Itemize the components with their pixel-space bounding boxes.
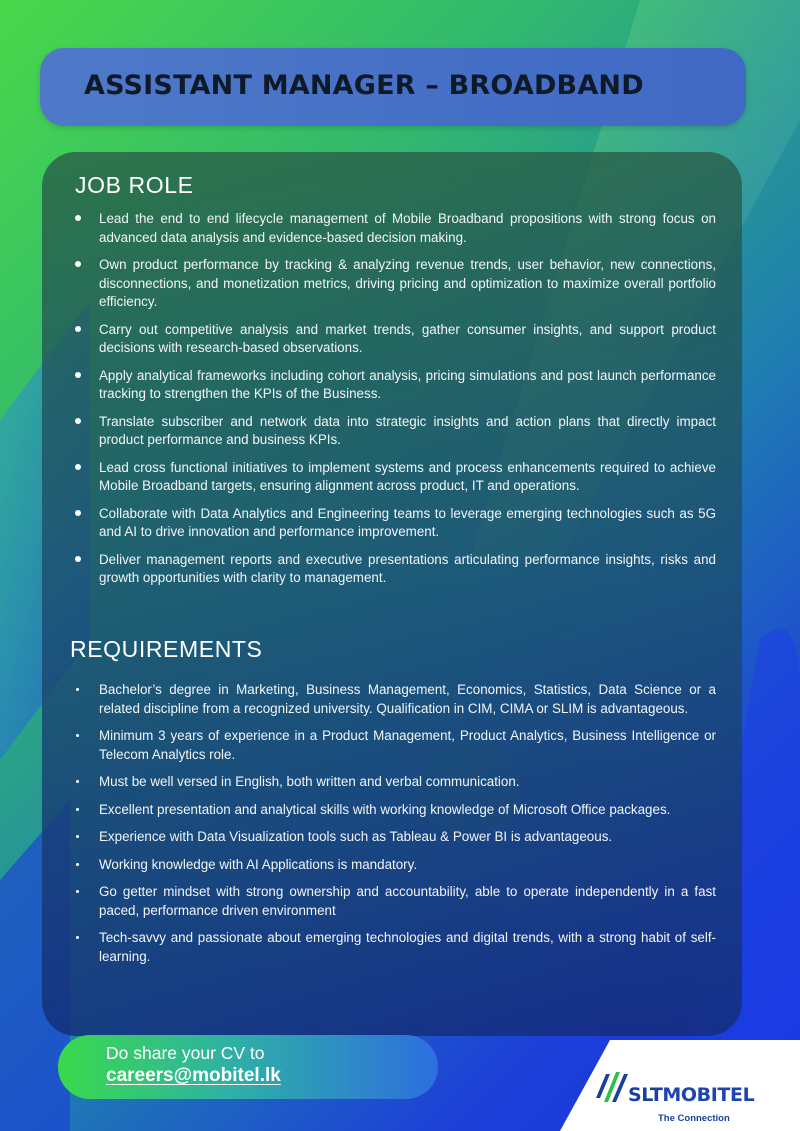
list-item-text: Go getter mindset with strong ownership and accountability, able to operate independently in a fast paced, performance driven environment	[99, 884, 716, 918]
list-item-text: Lead the end to end lifecycle management of Mobile Broadband propositions with strong focus on advanced data analysis and evidence-based decision making.	[99, 211, 716, 245]
bullet-icon	[76, 780, 79, 783]
list-item	[42, 459, 742, 496]
list-item	[42, 505, 742, 542]
bullet-icon	[76, 734, 79, 737]
requirements-list	[42, 681, 742, 975]
list-item	[42, 773, 742, 792]
bullet-icon	[75, 326, 81, 332]
list-item	[42, 727, 742, 764]
list-item	[42, 551, 742, 588]
bullet-icon	[76, 890, 79, 893]
slt-mobitel-logo	[560, 1040, 800, 1131]
list-item-text: Experience with Data Visualization tools such as Tableau & Power BI is advantageous.	[99, 829, 613, 844]
logo-wordmark	[628, 1084, 754, 1106]
list-item-text: Deliver management reports and executive presentations articulating performance insights, risks and growth opportunities with clarity to management.	[99, 551, 716, 585]
list-item	[42, 367, 742, 404]
list-item	[42, 801, 742, 820]
logo-brand-mobitel: MOBITEL	[662, 1084, 755, 1106]
slt-mobitel-stripes-icon	[594, 1068, 628, 1104]
bullet-icon	[75, 510, 81, 516]
bullet-icon	[76, 835, 79, 838]
bullet-icon	[75, 372, 81, 378]
job-role-list	[42, 210, 742, 597]
requirements-heading: REQUIREMENTS	[70, 636, 263, 662]
bullet-icon	[75, 556, 81, 562]
share-cv-text: Do share your CV to	[106, 1043, 265, 1063]
list-item	[42, 681, 742, 718]
content-panel	[42, 152, 742, 1036]
list-item-text: Lead cross functional initiatives to implement systems and process enhancements required to achieve Mobile Broadband targets, ensuring alignment across product, IT and operations.	[99, 459, 716, 493]
list-item-text: Apply analytical frameworks including cohort analysis, pricing simulations and post launch performance tracking to strengthen the KPIs of the Business.	[99, 367, 716, 401]
list-item	[42, 828, 742, 847]
job-role-heading: JOB ROLE	[75, 172, 194, 198]
bullet-icon	[75, 261, 81, 267]
list-item-text: Carry out competitive analysis and market trends, gather consumer insights, and support product decisions with research-based observations.	[99, 321, 716, 355]
list-item	[42, 883, 742, 920]
list-item-text: Collaborate with Data Analytics and Engineering teams to leverage emerging technologies such as 5G and AI to drive innovation and performance improvement.	[99, 505, 716, 539]
careers-email-link[interactable]: careers@mobitel.lk	[106, 1065, 281, 1086]
list-item-text: Own product performance by tracking & analyzing revenue trends, user behavior, new connections, disconnections, and monetization metrics, driving pricing and optimization to maximize overall portfolio efficiency.	[99, 257, 716, 309]
bullet-icon	[76, 688, 79, 691]
list-item	[42, 321, 742, 358]
logo-tagline: The Connection	[658, 1113, 730, 1124]
list-item	[42, 929, 742, 966]
list-item-text: Excellent presentation and analytical skills with working knowledge of Microsoft Office packages.	[99, 801, 671, 817]
bullet-icon	[76, 936, 79, 939]
share-cv-banner	[58, 1035, 438, 1099]
list-item	[42, 413, 742, 450]
list-item-text: Working knowledge with AI Applications is mandatory.	[99, 856, 418, 872]
list-item	[42, 210, 742, 247]
bullet-icon	[76, 863, 79, 866]
bullet-icon	[75, 464, 81, 470]
list-item-text: Tech-savvy and passionate about emerging technologies and digital trends, with a strong habit of self-learning.	[99, 930, 716, 964]
list-item-text: Must be well versed in English, both written and verbal communication.	[99, 774, 520, 789]
list-item-text: Bachelor’s degree in Marketing, Business Management, Economics, Statistics, Data Science or a related discipline from a recognized university. Qualification in CIM, CIMA or SLIM is advantageous.	[99, 682, 716, 716]
job-title: ASSISTANT MANAGER – BROADBAND	[84, 70, 644, 101]
bullet-icon	[75, 215, 81, 221]
bullet-icon	[75, 418, 81, 424]
logo-brand-slt: SLT	[628, 1084, 663, 1106]
list-item	[42, 856, 742, 875]
list-item-text: Translate subscriber and network data into strategic insights and action plans that directly impact product performance and business KPIs.	[99, 413, 716, 447]
list-item-text: Minimum 3 years of experience in a Product Management, Product Analytics, Business Intelligence or Telecom Analytics role.	[99, 728, 716, 762]
list-item	[42, 256, 742, 312]
bullet-icon	[76, 808, 79, 811]
title-bar	[40, 48, 746, 126]
